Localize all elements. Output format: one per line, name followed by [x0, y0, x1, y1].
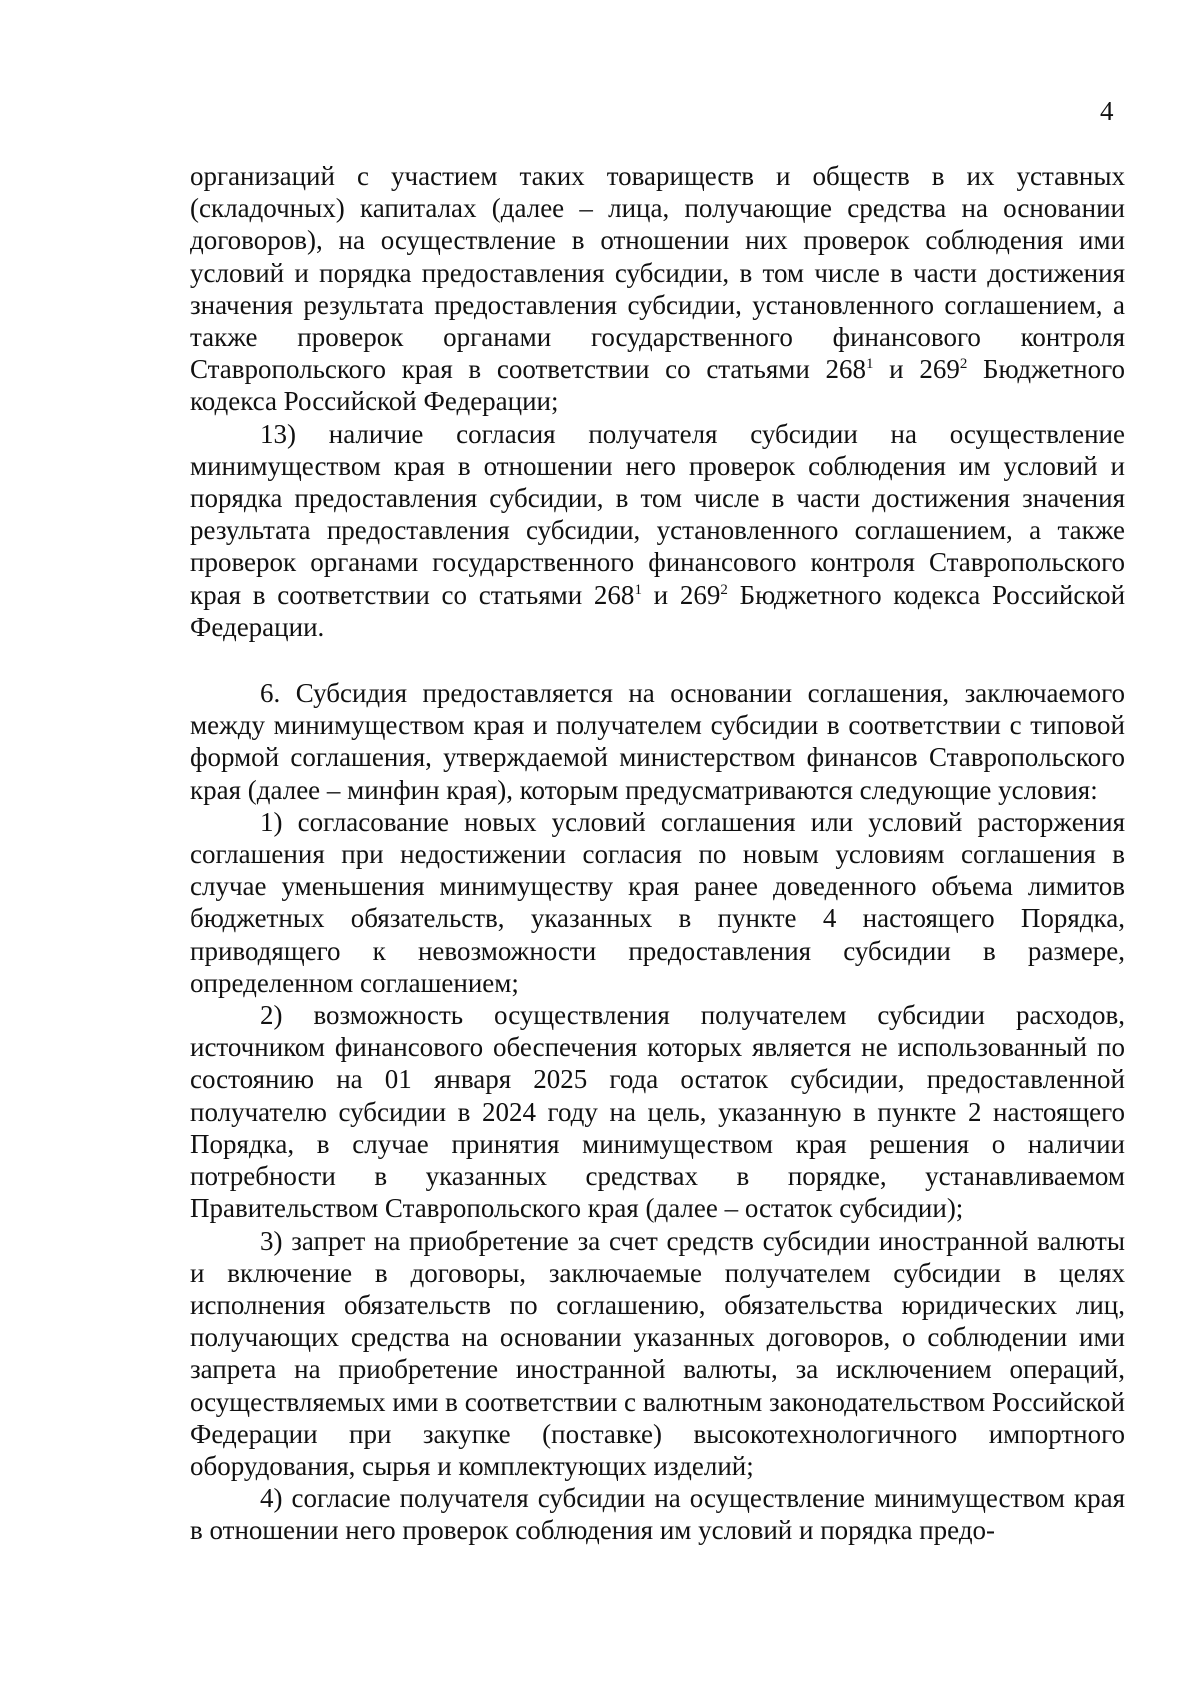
paragraph-item-4: 4) согласие получателя субсидии на осуществление минимуществом края в отношении него проверок соблюдения им условий и порядка предо- [190, 1483, 1125, 1546]
superscript: 2 [720, 581, 728, 598]
page-number: 4 [1100, 96, 1114, 126]
superscript: 2 [959, 356, 968, 373]
superscript: 1 [865, 356, 874, 373]
paragraph-item-13: 13) наличие согласия получателя субсидии на осуществление минимуществом края в отношении него проверок соблюдения им условий и порядка предоставления субсидии, в том числе в части достижения значения результата предоставления субсидии, установленного соглашением, а также проверок органами государственного финансового контроля Ставропольского края в соответствии со статьями $268^1$ и $269^2$ Бюджетного кодекса Российской Федерации. [190, 418, 1126, 642]
paragraph-item-3: 3) запрет на приобретение за счет средств субсидии иностранной валюты и включение в договоры, заключаемые получателем субсидии в целях исполнения обязательств по соглашению, обязательства юридических лиц, получающих средства на основании указанных договоров, о соблюдении ими запрета на приобретение иностранной валюты, за исключением операций, осуществляемых ими в соответствии с валютным законодательством Российской Федерации при закупке (поставке) высокотехнологичного импортного оборудования, сырья и комплектующих изделий; [190, 1225, 1125, 1481]
paragraph-item-2: 2) возможность осуществления получателем субсидии расходов, источником финансового обеспечения которых является не использованный по состоянию на 01 января 2025 года остаток субсидии, предоставленной получателю субсидии в 2024 году на цель, указанную в пункте 2 настоящего Порядка, в случае принятия минимуществом края решения о наличии потребности в указанных средствах в порядке, устанавливаемом Правительством Ставропольского края (далее – остаток субсидии); [190, 1000, 1125, 1224]
superscript: 1 [634, 581, 642, 598]
document-body [190, 160, 1125, 1547]
paragraph-continuation: организаций с участием таких товариществ и обществ в их уставных (складочных) капиталах (далее – лица, получающие средства на основании договоров), на осуществление в отношении них проверок соблюдения ими условий и порядка предоставления субсидии, в том числе в части достижения значения результата предоставления субсидии, установленного соглашением, а также проверок органами государственного финансового контроля Ставропольского края в соответствии со статьями $268^1$ и $269^2$ Бюджетного кодекса Российской Федерации; [190, 161, 1125, 417]
paragraph-section-6: 6. Субсидия предоставляется на основании соглашения, заключаемого между минимуществом края и получателем субсидии в соответствии с типовой формой соглашения, утверждаемой министерством финансов Ставропольского края (далее – минфин края), которым предусматриваются следующие условия: [190, 678, 1125, 805]
paragraph-item-1: 1) согласование новых условий соглашения или условий расторжения соглашения при недостижении согласия по новым условиям соглашения в случае уменьшения минимуществу края ранее доведенного объема лимитов бюджетных обязательств, указанных в пункте 4 настоящего Порядка, приводящего к невозможности предоставления субсидии в размере, определенном соглашением; [190, 806, 1125, 998]
